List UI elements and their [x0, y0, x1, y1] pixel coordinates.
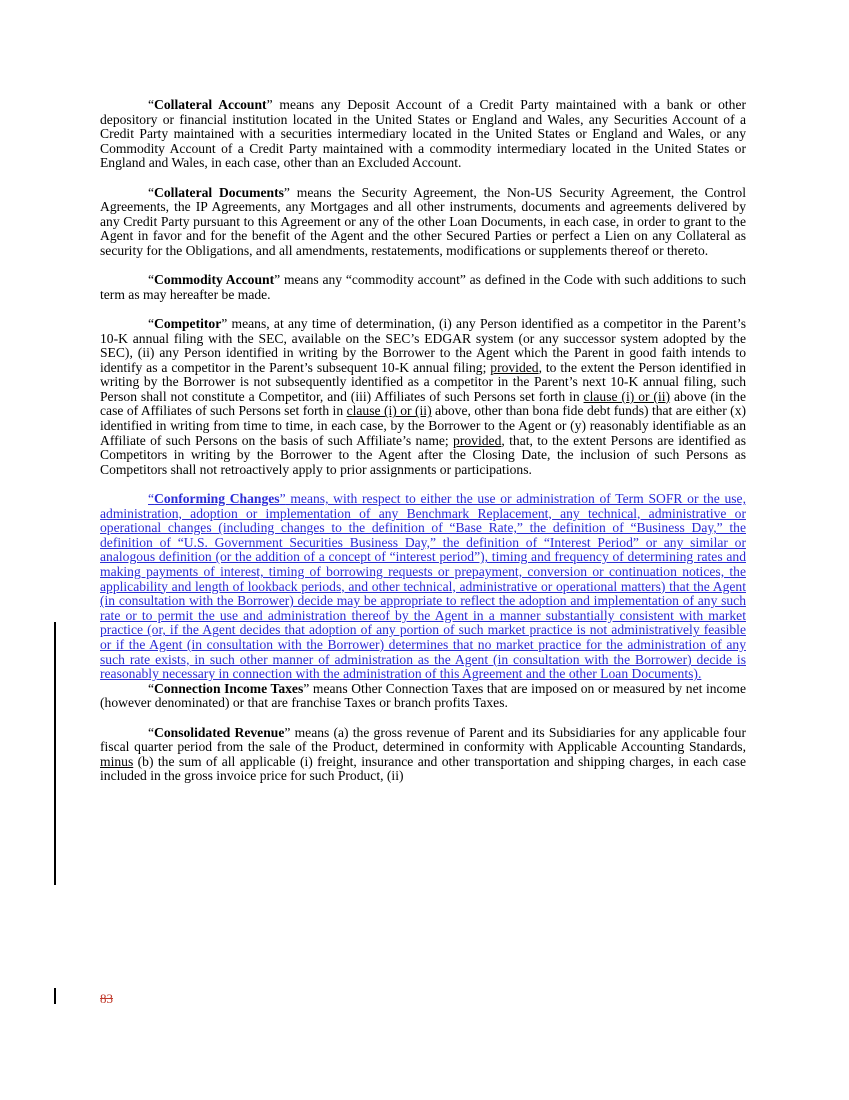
definition-text: means Other Connection Taxes that are imposed on or measured by net income (however denominated) or that are franchise Taxes or branch profits Taxes. — [100, 680, 746, 711]
revision-change-bar — [54, 988, 56, 1004]
definition-collateral-account: “Collateral Account” means any Deposit Account of a Credit Party maintained with a bank or other depository or financial institution located in the United States or England and Wales, any Securities Account of a Credit Party maintained with a securities intermediary located in the United States or England and Wales, or any Commodity Account of a Credit Party maintained with a commodity intermediary located in the United States or England and Wales, in each case, other than an Excluded Account. — [100, 97, 747, 171]
definition-connection-income-taxes: “Connection Income Taxes” means Other Connection Taxes that are imposed on or measured by net income (however denominated) or that are franchise Taxes or branch profits Taxes. — [100, 680, 746, 711]
defined-term: Commodity Account — [154, 272, 275, 288]
underlined-term: provided — [490, 359, 539, 375]
definition-consolidated-revenue: “Consolidated Revenue” means (a) the gross revenue of Parent and its Subsidiaries for any applicable four fiscal quarter period from the sale of the Product, determined in conformity with Applicable Accounting Standards, minus (b) the sum of all applicable (i) freight, insurance and other transportation and shipping charges, in each case included in the gross invoice price for such Product, (ii) — [100, 724, 746, 784]
definition-commodity-account: “Commodity Account” means any “commodity account” as defined in the Code with such additions to such term as may hereafter be made. — [100, 272, 746, 302]
defined-term: Collateral Account — [154, 97, 267, 112]
defined-term: Conforming Changes — [154, 491, 280, 507]
definition-competitor: “Competitor” means, at any time of determination, (i) any Person identified as a competitor in the Parent’s 10-K annual filing with the SEC, available on the SEC’s EDGAR system (or any successor system adopted by the SEC), (ii) any Person identified in writing by the Borrower to the Agent which the Parent in good faith intends to identify as a competitor in the Parent’s subsequent 10-K annual filing; provided, to the extent the Person identified in writing by the Borrower is not subsequently identified as a competitor in the Parent’s next 10-K annual filing, such Person shall not constitute a Competitor, and (iii) Affiliates of such Persons set forth in clause (i) or (ii) above (in the case of Affiliates of such Persons set forth in clause (i) or (ii) above, other than bona fide debt funds) that are either (x) identified in writing from time to time, in each case, by the Borrower to the Agent or (y) reasonably identifiable as an Affiliate of such Persons on the basis of such Affiliate’s name; provided, that, to the extent Persons are identified as Competitors in writing by the Borrower to the Agent after the Closing Date, the inclusion of such Persons as Competitors shall not retroactively apply to prior assignments or participations. — [100, 315, 747, 477]
clause-reference: clause (i) or (ii) — [346, 403, 432, 419]
document-page — [100, 98, 746, 784]
definition-conforming-changes-inserted: “Conforming Changes” means, with respect to either the use or administration of Term SOFR or the use, administration, adoption or implementation of any Benchmark Replacement, any technical, administrative or operational changes (including changes to the definition of “Base Rate,” the definition of “Business Day,” the definition of “U.S. Government Securities Business Day,” the definition of “Interest Period” or any similar or analogous definition (or the addition of a concept of “interest period”), timing and frequency of determining rates and making payments of interest, timing of borrowing requests or prepayment, conversion or continuation notices, the applicability and length of lookback periods, and other technical, administrative or operational matters) that the Agent (in consultation with the Borrower) decide may be appropriate to reflect the adoption and implementation of any such rate or to permit the use and administration thereof by the Agent in a manner substantially consistent with market practice (or, if the Agent decides that adoption of any portion of such market practice is not administratively feasible or if the Agent (in consultation with the Borrower) determines that no market practice for the administration of any such rate exists, in such other manner of administration as the Agent (in consultation with the Borrower) decide is reasonably necessary in connection with the administration of this Agreement and the other Loan Documents). — [100, 491, 746, 682]
defined-term: Competitor — [154, 315, 222, 331]
definition-collateral-documents: “Collateral Documents” means the Security Agreement, the Non-US Security Agreement, the Control Agreements, the IP Agreements, any Mortgages and all other instruments, documents and agreements delivered by any Credit Party pursuant to this Agreement or any of the other Loan Documents, in each case, in order to grant to the Agent in favor and for the benefit of the Agent and the other Secured Parties or perfect a Lien on any Collateral as security for the Obligations, and all amendments, restatements, modifications or supplements thereof or thereto. — [100, 184, 746, 258]
underlined-term: provided — [453, 432, 502, 448]
defined-term: Consolidated Revenue — [154, 724, 285, 740]
defined-term: Connection Income Taxes — [154, 680, 304, 696]
clause-reference: clause (i) or (ii) — [583, 388, 671, 404]
revision-change-bar — [54, 622, 56, 885]
definition-text: means any Deposit Account of a Credit Party maintained with a bank or other depository or financial institution located in the United States or England and Wales, any Securities Account of a Credit Party maintained with a securities intermediary located in the United States or England and Wales, or any Commodity Account of a Credit Party maintained with a commodity intermediary located in the United States or England and Wales, in each case, other than an Excluded Account. — [100, 97, 747, 171]
page-number-deleted: 83 — [100, 991, 113, 1006]
definition-text: means any “commodity account” as defined in the Code with such additions to such term as may hereafter be made. — [100, 272, 746, 302]
underlined-term: minus — [100, 753, 134, 769]
definition-text: means the Security Agreement, the Non-US Security Agreement, the Control Agreements, the IP Agreements, any Mortgages and all other instruments, documents and agreements delivered by any Credit Party pursuant to this Agreement or any of the other Loan Documents, in each case, in order to grant to the Agent in favor and for the benefit of the Agent and the other Secured Parties or perfect a Lien on any Collateral as security for the Obligations, and all amendments, restatements, modifications or supplements thereof or thereto. — [100, 184, 746, 258]
definition-text: means, with respect to either the use or administration of Term SOFR or the use, administration, adoption or implementation of any Benchmark Replacement, any technical, administrative or operational changes (including changes to the definition of “Base Rate,” the definition of “Business Day,” the definition of “U.S. Government Securities Business Day,” the definition of “Interest Period” or any similar or analogous definition (or the addition of a concept of “interest period”), timing and frequency of determining rates and making payments of interest, timing of borrowing requests or prepayment, conversion or continuation notices, the applicability and length of lookback periods, and other technical, administrative or operational matters) that the Agent (in consultation with the Borrower) decide may be appropriate to reflect the adoption and implementation of any such rate or to permit the use and administration thereof by the Agent in a manner substantially consistent with market practice (or, if the Agent decides that adoption of any portion of such market practice is not administratively feasible or if the Agent (in consultation with the Borrower) determines that no market practice for the administration of any such rate exists, in such other manner of administration as the Agent (in consultation with the Borrower) decide is reasonably necessary in connection with the administration of this Agreement and the other Loan Documents). — [100, 491, 746, 682]
defined-term: Collateral Documents — [154, 184, 284, 200]
